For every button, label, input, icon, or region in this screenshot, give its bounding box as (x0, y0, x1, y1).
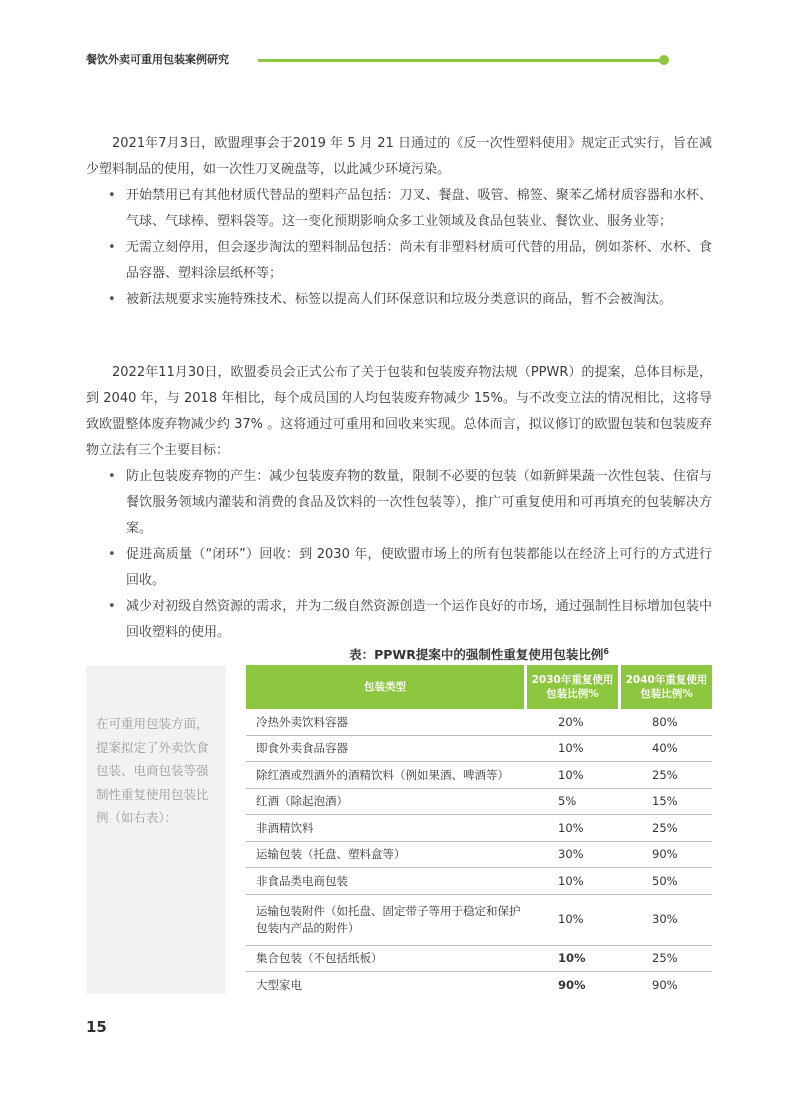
table-title-footnote: 6 (603, 646, 609, 656)
header-divider-dot (659, 55, 669, 65)
cell-2030: 10% (524, 736, 618, 763)
side-note-text: 在可重用包装方面，提案拟定了外卖饮食包装、电商包装等强制性重复使用包装比例（如右表）： (96, 716, 209, 825)
cell-2030: 90% (558, 977, 586, 992)
table-row (246, 789, 712, 816)
cell-2040: 25% (618, 815, 712, 842)
table-header-row (246, 665, 712, 709)
list-item-text: 减少对初级自然资源的需求，并为二级自然资源创造一个运作良好的市场，通过强制性目标增加包装中回收塑料的使用。 (126, 599, 712, 640)
cell-type: 大型家电 (256, 977, 302, 992)
cell-2040: 40% (618, 736, 712, 763)
cell-2030: 10% (524, 762, 618, 789)
cell-2030: 10% (524, 895, 618, 946)
reuse-ratio-table (246, 665, 712, 998)
list-item-text: 促进高质量（“闭环”）回收：到 2030 年，使欧盟市场上的所有包装都能以在经济上可行的方式进行回收。 (126, 547, 712, 588)
cell-type: 冷热外卖饮料容器 (246, 709, 524, 736)
section2-paragraph: 2022年11月30日，欧盟委员会正式公布了关于包装和包装废弃物法规（PPWR）的提案，总体目标是，到 2040 年，与 2018 年相比，每个成员国的人均包装废弃物减少 15%。与不改变立法的情况相比，这将导致欧盟整体废弃物减少约 37% 。这将通过可重用和回收来实现。总体而言，拟议修订的欧盟包装和包装废弃物立法有三个主要目标： (86, 365, 712, 458)
cell-2040: 25% (618, 946, 712, 973)
header-title: 餐饮外卖可重用包装案例研究 (86, 53, 229, 66)
list-item: • 无需立刻停用，但会逐步淘汰的塑料制品包括：尚未有非塑料材质可代替的用品，例如茶杯、水杯、食品容器、塑料涂层纸杯等； (108, 240, 712, 281)
table-row (246, 972, 712, 998)
cell-type: 除红酒或烈酒外的酒精饮料（例如果酒、啤酒等） (246, 762, 524, 789)
cell-type: 运输包装（托盘、塑料盒等） (246, 842, 524, 869)
list-item-text: 开始禁用已有其他材质代替品的塑料产品包括：刀叉、餐盘、吸管、棉签、聚苯乙烯材质容器和水杯、气球、气球棒、塑料袋等。这一变化预期影响众多工业领域及食品包装业、餐饮业、服务业等； (126, 188, 712, 229)
cell-2030: 20% (524, 709, 618, 736)
header-2030-ratio: 2030年重复使用包装比例% (524, 665, 618, 709)
cell-type: 非食品类电商包装 (246, 868, 524, 895)
section1-paragraph: 2021年7月3日，欧盟理事会于2019 年 5 月 21 日通过的《反一次性塑料使用》规定正式实行，旨在减少塑料制品的使用，如一次性刀叉碗盘等，以此减少环境污染。 (86, 136, 712, 177)
header-divider-line (258, 59, 662, 62)
cell-2040: 30% (618, 895, 712, 946)
cell-2040: 15% (618, 789, 712, 816)
table-row (246, 946, 712, 973)
cell-2040: 50% (618, 868, 712, 895)
side-note-box (86, 666, 226, 994)
table-row (246, 736, 712, 763)
cell-2030: 30% (524, 842, 618, 869)
table-row (246, 895, 712, 946)
cell-2040: 90% (652, 977, 678, 992)
cell-type: 集合包装（不包括纸板） (246, 946, 524, 973)
cell-2040: 90% (618, 842, 712, 869)
table-title (246, 645, 712, 663)
cell-type: 红酒（除起泡酒） (246, 789, 524, 816)
table-row (246, 709, 712, 736)
cell-2030: 5% (524, 789, 618, 816)
section1-bullet-list (100, 183, 712, 313)
cell-2040: 25% (618, 762, 712, 789)
table-row (246, 815, 712, 842)
list-item: • 减少对初级自然资源的需求，并为二级自然资源创造一个运作良好的市场，通过强制性目标增加包装中回收塑料的使用。 (108, 599, 712, 640)
cell-2030: 10% (524, 815, 618, 842)
list-item: • 开始禁用已有其他材质代替品的塑料产品包括：刀叉、餐盘、吸管、棉签、聚苯乙烯材质容器和水杯、气球、气球棒、塑料袋等。这一变化预期影响众多工业领域及食品包装业、餐饮业、服务业等； (108, 188, 712, 229)
table-title-text: 表：PPWR提案中的强制性重复使用包装比例 (349, 647, 604, 662)
header-packaging-type: 包装类型 (246, 665, 524, 709)
cell-2030: 10% (524, 946, 618, 973)
page-number: 15 (86, 1018, 107, 1036)
table-row (246, 842, 712, 869)
list-item: • 促进高质量（“闭环”）回收：到 2030 年，使欧盟市场上的所有包装都能以在经济上可行的方式进行回收。 (108, 547, 712, 588)
table-row (246, 762, 712, 789)
list-item: • 被新法规要求实施特殊技术、标签以提高人们环保意识和垃圾分类意识的商品，暂不会被淘汰。 (108, 292, 673, 307)
list-item: • 防止包装废弃物的产生：减少包装废弃物的数量，限制不必要的包装（如新鲜果蔬一次性包装、住宿与餐饮服务领域内灌装和消费的食品及饮料的一次性包装等），推广可重复使用和可再填充的包装解决方案。 (108, 469, 712, 536)
section2-bullet-list (100, 464, 712, 646)
header-2040-ratio: 2040年重复使用包装比例% (618, 665, 712, 709)
cell-2040: 80% (618, 709, 712, 736)
list-item-text: 防止包装废弃物的产生：减少包装废弃物的数量，限制不必要的包装（如新鲜果蔬一次性包装、住宿与餐饮服务领域内灌装和消费的食品及饮料的一次性包装等），推广可重复使用和可再填充的包装解决方案。 (126, 469, 712, 536)
cell-type: 非酒精饮料 (246, 815, 524, 842)
cell-2030: 10% (524, 868, 618, 895)
list-item-text: 无需立刻停用，但会逐步淘汰的塑料制品包括：尚未有非塑料材质可代替的用品，例如茶杯、水杯、食品容器、塑料涂层纸杯等； (126, 240, 712, 281)
cell-type: 即食外卖食品容器 (246, 736, 524, 763)
list-item-text: 被新法规要求实施特殊技术、标签以提高人们环保意识和垃圾分类意识的商品，暂不会被淘汰。 (126, 292, 673, 307)
table-row (246, 868, 712, 895)
cell-type: 运输包装附件（如托盘、固定带子等用于稳定和保护包装内产品的附件） (246, 895, 524, 946)
